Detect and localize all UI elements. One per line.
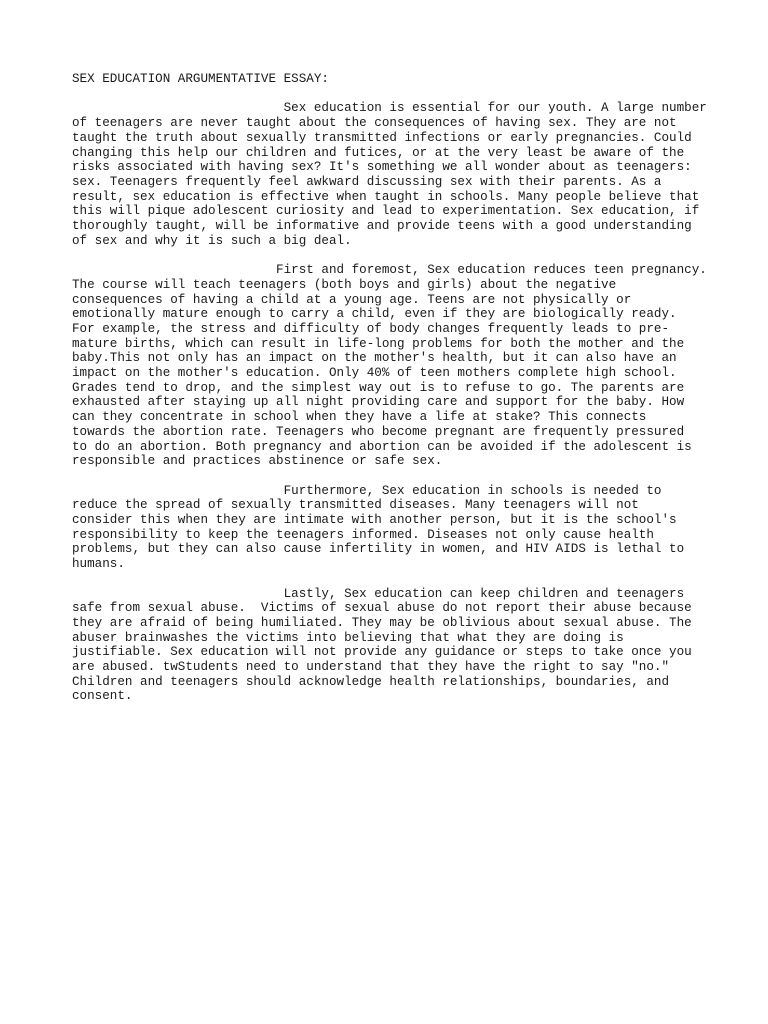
text-line: result, sex education is effective when taught in schools. Many people believe that: [72, 189, 700, 204]
text-line: Lastly, Sex education can keep children and teenagers: [72, 586, 685, 601]
text-line: Children and teenagers should acknowledge health relationships, boundaries, and: [72, 674, 670, 689]
paragraph-abuse: [72, 587, 702, 705]
text-line: justifiable. Sex education will not provide any guidance or steps to take once you: [72, 645, 692, 660]
text-line: can they concentrate in school when they have a life at stake? This connects: [72, 410, 647, 425]
document-page: [72, 72, 707, 719]
paragraph-intro: [72, 101, 707, 248]
text-line: this will pique adolescent curiosity and lead to experimentation. Sex education, if: [72, 204, 700, 219]
text-line: responsible and practices abstinence or safe sex.: [72, 454, 443, 469]
paragraph-pregnancy: [72, 263, 707, 469]
text-line: exhausted after staying up all night providing care and support for the baby. How: [72, 395, 685, 410]
text-line: abuser brainwashes the victims into believing that what they are doing is: [72, 630, 624, 645]
text-line: changing this help our children and futices, or at the very least be aware of the: [72, 145, 685, 160]
text-line: of teenagers are never taught about the consequences of having sex. They are not: [72, 116, 677, 131]
text-line: reduce the spread of sexually transmitted diseases. Many teenagers will not: [72, 498, 639, 513]
text-line: impact on the mother's education. Only 40% of teen mothers complete high school.: [72, 366, 677, 381]
text-line: Furthermore, Sex education in schools is needed to: [72, 483, 662, 498]
text-line: they are afraid of being humiliated. They may be oblivious about sexual abuse. The: [72, 615, 692, 630]
text-line: The course will teach teenagers (both boys and girls) about the negative: [72, 277, 617, 292]
text-line: to do an abortion. Both pregnancy and abortion can be avoided if the adolescent is: [72, 439, 692, 454]
text-line: sex. Teenagers frequently feel awkward discussing sex with their parents. As a: [72, 174, 662, 189]
text-line: thoroughly taught, will be informative and provide teens with a good understanding: [72, 219, 692, 234]
text-line: consequences of having a child at a young age. Teens are not physically or: [72, 292, 632, 307]
text-line: humans.: [72, 557, 125, 572]
document-title: SEX EDUCATION ARGUMENTATIVE ESSAY:: [72, 72, 329, 86]
text-line: safe from sexual abuse. Victims of sexual abuse do not report their abuse because: [72, 601, 692, 616]
text-line: mature births, which can result in life-long problems for both the mother and the: [72, 336, 685, 351]
text-line: baby.This not only has an impact on the mother's health, but it can also have an: [72, 351, 677, 366]
text-line: emotionally mature enough to carry a child, even if they are biologically ready.: [72, 307, 677, 322]
text-line: Grades tend to drop, and the simplest way out is to refuse to go. The parents are: [72, 380, 685, 395]
text-line: problems, but they can also cause infertility in women, and HIV AIDS is lethal to: [72, 542, 685, 557]
text-line: Sex education is essential for our youth. A large number: [72, 101, 707, 116]
text-line: responsibility to keep the teenagers informed. Diseases not only cause health: [72, 527, 654, 542]
paragraph-std: [72, 484, 702, 572]
text-line: consent.: [72, 689, 133, 704]
text-line: consider this when they are intimate with another person, but it is the school's: [72, 513, 677, 528]
text-line: risks associated with having sex? It's something we all wonder about as teenagers:: [72, 160, 692, 175]
text-line: For example, the stress and difficulty of body changes frequently leads to pre-: [72, 321, 670, 336]
text-line: of sex and why it is such a big deal.: [72, 233, 352, 248]
text-line: towards the abortion rate. Teenagers who become pregnant are frequently pressured: [72, 424, 685, 439]
text-line: taught the truth about sexually transmitted infections or early pregnancies. Could: [72, 130, 692, 145]
text-line: First and foremost, Sex education reduces teen pregnancy.: [72, 263, 707, 278]
text-line: are abused. twStudents need to understand that they have the right to say "no.": [72, 660, 670, 675]
